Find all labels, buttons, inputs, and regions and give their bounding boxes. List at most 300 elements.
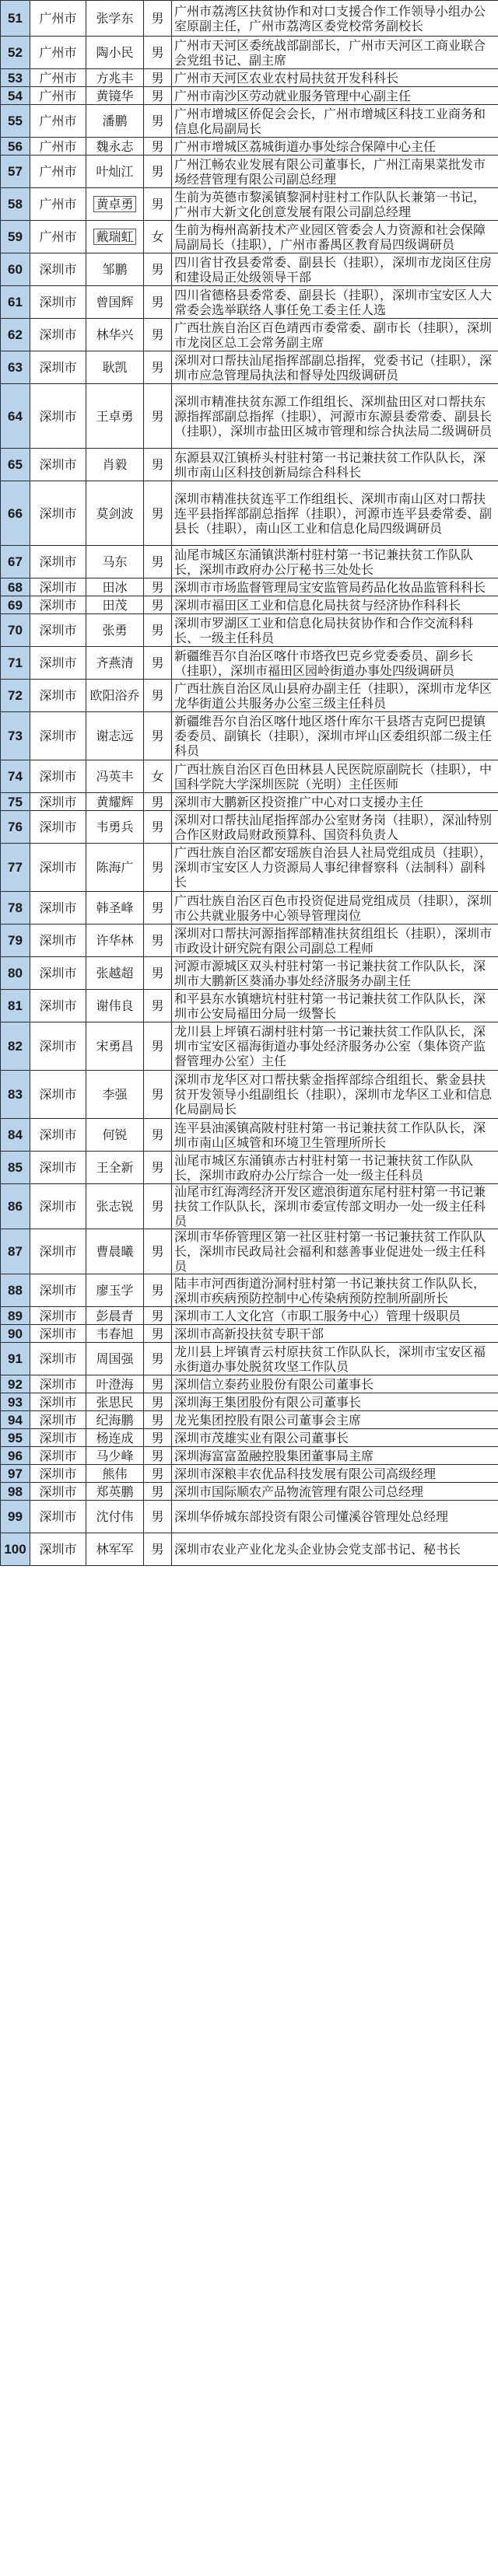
- row-number: [1, 253, 30, 286]
- position-cell: [172, 87, 498, 105]
- position-cell: [172, 319, 498, 351]
- row-number-text: 72: [8, 688, 23, 703]
- city-cell: [30, 221, 86, 253]
- table-row: [1, 892, 498, 924]
- position-cell-text: 深圳对口帮扶汕尾指挥部办公室财务岗（挂职），深汕特别合作区财政局财政预算科、国资科负责人: [174, 812, 493, 842]
- table-row: [1, 1307, 498, 1325]
- city-cell: [30, 188, 86, 221]
- name-cell-text: 沈付伟: [96, 1509, 134, 1524]
- position-cell-text: 广西壮族自治区都安瑶族自治县人社局党组成员（挂职），深圳市宝安区人力资源局人事纪律督察科（法制科）副科长: [174, 845, 493, 890]
- position-cell: [172, 1307, 498, 1325]
- name-cell-text: 耿凯: [102, 360, 128, 375]
- city-cell-text: 深圳市: [39, 1394, 77, 1410]
- row-number: [1, 924, 30, 957]
- row-number: [1, 1119, 30, 1152]
- city-cell: [30, 1447, 86, 1465]
- city-cell: [30, 811, 86, 844]
- name-cell: [86, 546, 144, 578]
- name-cell-text: 方兆丰: [96, 70, 134, 86]
- row-number-text: 95: [8, 1430, 23, 1445]
- table-row: [1, 69, 498, 87]
- gender-cell: [144, 546, 172, 578]
- name-cell: [86, 286, 144, 319]
- row-number-text: 99: [8, 1509, 23, 1524]
- position-cell: [172, 892, 498, 924]
- name-cell-text: 谢伟良: [96, 998, 134, 1013]
- position-cell: [172, 760, 498, 793]
- table-row: [1, 286, 498, 319]
- gender-cell-text: 男: [151, 579, 164, 595]
- city-cell: [30, 844, 86, 892]
- table-row: [1, 990, 498, 1022]
- city-cell: [30, 1022, 86, 1071]
- name-cell-text: 叶澄海: [96, 1376, 134, 1392]
- city-cell-text: 深圳市: [39, 688, 77, 703]
- row-number-text: 74: [8, 769, 23, 784]
- position-cell: [172, 1411, 498, 1429]
- city-cell-text: 深圳市: [39, 1412, 77, 1428]
- row-number: [1, 892, 30, 924]
- city-cell: [30, 384, 86, 449]
- name-cell: [86, 105, 144, 138]
- gender-cell: [144, 87, 172, 105]
- city-cell: [30, 253, 86, 286]
- row-number: [1, 1274, 30, 1307]
- name-cell-text: 韦勇兵: [96, 820, 134, 834]
- table-row: [1, 578, 498, 596]
- gender-cell: [144, 1152, 172, 1184]
- name-cell: [86, 957, 144, 990]
- row-number: [1, 647, 30, 680]
- name-cell-text: 张越超: [96, 966, 134, 980]
- name-cell: [86, 384, 144, 449]
- row-number: [1, 990, 30, 1022]
- row-number: [1, 69, 30, 87]
- city-cell-text: 深圳市: [39, 579, 77, 595]
- row-number-text: 61: [8, 295, 23, 309]
- gender-cell-text: 男: [151, 1509, 164, 1524]
- gender-cell-text: 男: [151, 1430, 164, 1445]
- row-number-text: 87: [8, 1244, 23, 1259]
- gender-cell-text: 男: [151, 966, 164, 980]
- position-cell: [172, 105, 498, 138]
- position-cell-text: 生前为梅州高新技术产业园区管委会人力资源和社会保障局副局长（挂职），广州市番禺区教育局四级调研员: [174, 222, 486, 252]
- gender-cell-text: 男: [151, 1394, 164, 1410]
- gender-cell-text: 男: [151, 1448, 164, 1463]
- name-cell-text: 林军军: [96, 1542, 134, 1557]
- name-cell-text: 王卓勇: [96, 408, 134, 424]
- position-cell: [172, 481, 498, 546]
- gender-cell: [144, 1119, 172, 1152]
- row-number-text: 64: [8, 408, 23, 424]
- gender-cell: [144, 892, 172, 924]
- row-number-text: 88: [8, 1283, 23, 1298]
- table-row: [1, 351, 498, 384]
- row-number-text: 93: [8, 1394, 23, 1410]
- row-number: [1, 1533, 30, 1566]
- city-cell-text: 广州市: [39, 229, 77, 244]
- position-cell: [172, 1447, 498, 1465]
- table-row: [1, 1119, 498, 1152]
- name-cell: [86, 351, 144, 384]
- position-cell: [172, 596, 498, 614]
- gender-cell: [144, 578, 172, 596]
- gender-cell-text: 男: [151, 360, 164, 375]
- name-cell: [86, 156, 144, 188]
- name-cell: [86, 221, 144, 253]
- position-cell-text: 广州市天河区农业农村局扶贫开发科科长: [174, 70, 399, 86]
- position-cell-text: 和平县东水镇塘坑村驻村第一书记兼扶贫工作队队长，深圳市公安局福田分局一级警长: [174, 991, 486, 1021]
- position-cell-text: 深圳市市场监督管理局宝安监管局药品化妆品监管科科长: [174, 579, 486, 595]
- row-number: [1, 1022, 30, 1071]
- name-cell: [86, 1325, 144, 1343]
- gender-cell: [144, 1465, 172, 1483]
- city-cell-text: 深圳市: [39, 408, 77, 424]
- position-cell: [172, 1184, 498, 1229]
- table-row: [1, 253, 498, 286]
- position-cell-text: 深圳海王集团股份有限公司董事长: [174, 1394, 362, 1410]
- position-cell: [172, 1393, 498, 1411]
- gender-cell-text: 男: [151, 1199, 164, 1214]
- table-row: [1, 138, 498, 156]
- position-cell: [172, 351, 498, 384]
- position-cell: [172, 712, 498, 760]
- name-cell: [86, 87, 144, 105]
- row-number-text: 86: [8, 1199, 23, 1214]
- name-cell: [86, 319, 144, 351]
- gender-cell-text: 男: [151, 11, 164, 26]
- row-number-text: 75: [8, 794, 23, 809]
- city-cell-text: 深圳市: [39, 1466, 77, 1481]
- position-cell-text: 汕尾市红海湾经济开发区遮浪街道东尾村驻村第一书记兼扶贫工作队队长，深圳市委宣传部文明办一处一级主任科员: [174, 1184, 486, 1229]
- position-cell: [172, 253, 498, 286]
- position-cell-text: 深圳市龙华区对口帮扶紫金指挥部综合组组长、紫金县扶贫开发领导小组副组长（挂职），深圳市龙华区工业和信息化局副局长: [174, 1072, 493, 1117]
- position-cell: [172, 546, 498, 578]
- table-row: [1, 1071, 498, 1119]
- gender-cell-text: 男: [151, 70, 164, 86]
- row-number: [1, 1, 30, 37]
- gender-cell: [144, 844, 172, 892]
- name-cell-text: 许华林: [96, 933, 134, 948]
- city-cell: [30, 892, 86, 924]
- table-row: [1, 924, 498, 957]
- row-number: [1, 138, 30, 156]
- position-cell-text: 广西壮族自治区凤山县府办副主任（挂职），深圳市龙华区龙华街道公共服务办公室三级主任科员: [174, 680, 493, 711]
- gender-cell-text: 男: [151, 114, 164, 128]
- city-cell: [30, 546, 86, 578]
- row-number: [1, 37, 30, 69]
- row-number-text: 90: [8, 1326, 23, 1341]
- city-cell: [30, 957, 86, 990]
- row-number-text: 85: [8, 1160, 23, 1175]
- city-cell: [30, 1429, 86, 1447]
- gender-cell-text: 男: [151, 295, 164, 309]
- gender-cell: [144, 253, 172, 286]
- city-cell-text: 深圳市: [39, 966, 77, 980]
- name-cell: [86, 680, 144, 712]
- row-number: [1, 578, 30, 596]
- row-number-text: 80: [8, 966, 23, 980]
- city-cell-text: 深圳市: [39, 1376, 77, 1392]
- name-cell: [86, 924, 144, 957]
- gender-cell: [144, 188, 172, 221]
- row-number-text: 83: [8, 1087, 23, 1102]
- gender-cell-text: 男: [151, 1351, 164, 1366]
- gender-cell-text: 男: [151, 1326, 164, 1341]
- gender-cell: [144, 1483, 172, 1501]
- table-row: [1, 844, 498, 892]
- name-cell-text: 杨连成: [96, 1430, 134, 1445]
- position-cell-text: 深圳市农业产业化龙头企业协会党支部书记、秘书长: [174, 1542, 461, 1557]
- gender-cell-text: 女: [151, 229, 164, 244]
- name-cell: [86, 1483, 144, 1501]
- row-number: [1, 957, 30, 990]
- gender-cell: [144, 1343, 172, 1375]
- city-cell-text: 深圳市: [39, 860, 77, 875]
- name-cell-text: 田冰: [102, 579, 128, 595]
- row-number: [1, 811, 30, 844]
- position-cell: [172, 37, 498, 69]
- position-cell-text: 汕尾市城区东涌镇赤古村驻村第一书记兼扶贫工作队队长，深圳市政府办公厅综合一处一级主任科员: [174, 1152, 474, 1183]
- name-cell-text: 马东: [102, 554, 128, 569]
- position-cell-text: 广州市天河区委统战部副部长，广州市天河区工商业联合会党组书记、副主席: [174, 37, 486, 68]
- name-cell-text: 谢志远: [96, 729, 134, 743]
- name-cell-text: 王全新: [96, 1160, 134, 1175]
- gender-cell-text: 男: [151, 45, 164, 60]
- city-cell-text: 深圳市: [39, 1430, 77, 1445]
- city-cell: [30, 319, 86, 351]
- position-cell-text: 深圳市国际顺农产品物流管理有限公司总经理: [174, 1484, 424, 1499]
- position-cell: [172, 1229, 498, 1274]
- name-cell-text: 张志锐: [96, 1199, 134, 1214]
- gender-cell-text: 男: [151, 1039, 164, 1054]
- name-cell: [86, 1229, 144, 1274]
- name-cell: [86, 596, 144, 614]
- city-cell-text: 深圳市: [39, 1039, 77, 1054]
- gender-cell: [144, 69, 172, 87]
- position-cell-text: 深圳市精准扶贫连平工作组组长、深圳市南山区对口帮扶连平县指挥部副总指挥（挂职），河源市连平县委常委、副县长（挂职），南山区工业和信息化局四级调研员: [174, 491, 493, 536]
- table-row: [1, 1411, 498, 1429]
- gender-cell: [144, 957, 172, 990]
- city-cell: [30, 1501, 86, 1533]
- table-row: [1, 87, 498, 105]
- row-number-text: 71: [8, 655, 23, 670]
- name-cell: [86, 138, 144, 156]
- name-cell: [86, 1501, 144, 1533]
- gender-cell-text: 男: [151, 900, 164, 915]
- gender-cell-text: 男: [151, 505, 164, 521]
- gender-cell: [144, 319, 172, 351]
- name-cell-text: 林华兴: [96, 327, 134, 342]
- row-number-text: 76: [8, 820, 23, 834]
- table-row: [1, 1184, 498, 1229]
- gender-cell: [144, 614, 172, 647]
- gender-cell: [144, 37, 172, 69]
- row-number: [1, 1429, 30, 1447]
- row-number-text: 54: [8, 88, 23, 103]
- city-cell: [30, 138, 86, 156]
- name-cell: [86, 1022, 144, 1071]
- table-row: [1, 712, 498, 760]
- row-number-text: 66: [8, 505, 23, 521]
- gender-cell: [144, 1022, 172, 1071]
- city-cell: [30, 1533, 86, 1566]
- city-cell: [30, 990, 86, 1022]
- name-cell-text: 欧阳浴乔: [89, 688, 140, 703]
- gender-cell: [144, 105, 172, 138]
- gender-cell-text: 男: [151, 933, 164, 948]
- row-number: [1, 188, 30, 221]
- gender-cell: [144, 221, 172, 253]
- row-number-text: 98: [8, 1484, 23, 1499]
- position-cell: [172, 1343, 498, 1375]
- row-number: [1, 844, 30, 892]
- row-number-text: 94: [8, 1412, 23, 1428]
- position-cell-text: 广州市增城区荔城街道办事处综合保障中心主任: [174, 138, 437, 154]
- city-cell-text: 深圳市: [39, 1127, 77, 1142]
- name-cell-text: 莫剑波: [96, 505, 134, 521]
- gender-cell-text: 男: [151, 138, 164, 154]
- row-number-text: 69: [8, 597, 23, 613]
- table-row: [1, 156, 498, 188]
- name-cell: [86, 578, 144, 596]
- name-cell-text: 冯英丰: [96, 769, 134, 784]
- name-cell-text: 曹晨曦: [96, 1244, 134, 1259]
- row-number-text: 68: [8, 579, 23, 595]
- table-row: [1, 957, 498, 990]
- name-cell: [86, 253, 144, 286]
- table-row: [1, 1447, 498, 1465]
- gender-cell: [144, 680, 172, 712]
- name-cell-text: 彭晨青: [96, 1308, 134, 1323]
- table-row: [1, 1229, 498, 1274]
- position-cell: [172, 1274, 498, 1307]
- city-cell-text: 深圳市: [39, 794, 77, 809]
- row-number-text: 78: [8, 900, 23, 915]
- table-row: [1, 1, 498, 37]
- row-number: [1, 712, 30, 760]
- position-cell: [172, 578, 498, 596]
- position-cell: [172, 138, 498, 156]
- row-number-text: 56: [8, 138, 23, 154]
- row-number-text: 53: [8, 70, 23, 86]
- gender-cell-text: 男: [151, 1244, 164, 1259]
- position-cell-text: 深圳海富富盈融控股集团董事局主席: [174, 1448, 374, 1463]
- gender-cell-text: 男: [151, 164, 164, 179]
- position-cell: [172, 924, 498, 957]
- gender-cell: [144, 1229, 172, 1274]
- name-cell-text: 潘鹏: [102, 114, 128, 128]
- table-row: [1, 481, 498, 546]
- city-cell-text: 深圳市: [39, 1484, 77, 1499]
- row-number-text: 97: [8, 1466, 23, 1481]
- city-cell: [30, 1393, 86, 1411]
- city-cell-text: 广州市: [39, 45, 77, 60]
- position-cell: [172, 957, 498, 990]
- name-cell-text: 郑英鹏: [96, 1484, 134, 1499]
- position-cell-text: 深圳市华侨管理区第一社区驻村第一书记兼扶贫工作队队长，深圳市民政局社会福利和慈善事业促进处一级主任科员: [174, 1229, 486, 1274]
- name-cell-text: 陈海广: [96, 860, 134, 875]
- table-row: [1, 1501, 498, 1533]
- gender-cell-text: 男: [151, 1127, 164, 1142]
- city-cell: [30, 105, 86, 138]
- city-cell: [30, 578, 86, 596]
- row-number-text: 82: [8, 1039, 23, 1054]
- table-row: [1, 1375, 498, 1393]
- row-number-text: 58: [8, 197, 23, 211]
- gender-cell-text: 男: [151, 623, 164, 638]
- position-cell-text: 深圳信立泰药业股份有限公司董事长: [174, 1376, 374, 1392]
- gender-cell: [144, 924, 172, 957]
- gender-cell: [144, 1184, 172, 1229]
- row-number-text: 67: [8, 554, 23, 569]
- table-row: [1, 1429, 498, 1447]
- city-cell: [30, 69, 86, 87]
- position-cell: [172, 1375, 498, 1393]
- gender-cell-text: 男: [151, 1484, 164, 1499]
- gender-cell-text: 男: [151, 197, 164, 211]
- gender-cell: [144, 1393, 172, 1411]
- name-cell: [86, 1343, 144, 1375]
- name-cell: [86, 1393, 144, 1411]
- name-cell: [86, 1465, 144, 1483]
- name-cell-text: 叶灿江: [96, 164, 134, 179]
- position-cell-text: 广州市南沙区劳动就业服务管理中心副主任: [174, 88, 412, 103]
- name-cell-text: 陶小民: [96, 45, 134, 60]
- table-row: [1, 319, 498, 351]
- city-cell-text: 深圳市: [39, 1542, 77, 1557]
- gender-cell-text: 女: [151, 769, 164, 784]
- row-number-text: 59: [8, 229, 23, 244]
- row-number: [1, 1501, 30, 1533]
- city-cell-text: 深圳市: [39, 360, 77, 375]
- name-cell-text: 戴瑞虹: [93, 229, 135, 245]
- gender-cell: [144, 1429, 172, 1447]
- row-number: [1, 87, 30, 105]
- name-cell: [86, 1533, 144, 1566]
- name-cell: [86, 892, 144, 924]
- city-cell: [30, 1307, 86, 1325]
- position-cell-text: 连平县油溪镇高陂村驻村第一书记兼扶贫工作队队长，深圳市南山区城管和环境卫生管理所所长: [174, 1120, 486, 1150]
- row-number: [1, 1184, 30, 1229]
- row-number: [1, 449, 30, 481]
- city-cell-text: 深圳市: [39, 457, 77, 472]
- table-body: [1, 1, 498, 1566]
- gender-cell-text: 男: [151, 1283, 164, 1298]
- gender-cell: [144, 1533, 172, 1566]
- row-number-text: 81: [8, 998, 23, 1013]
- position-cell-text: 深圳对口帮扶河源指挥部精准扶贫组组长（挂职），深圳市市政设计研究院有限公司副总工程师: [174, 925, 493, 956]
- city-cell-text: 深圳市: [39, 597, 77, 613]
- city-cell: [30, 1325, 86, 1343]
- city-cell: [30, 614, 86, 647]
- position-cell-text: 深圳市茂雄实业有限公司董事长: [174, 1430, 349, 1445]
- table-row: [1, 37, 498, 69]
- gender-cell: [144, 351, 172, 384]
- city-cell-text: 广州市: [39, 70, 77, 86]
- position-cell: [172, 1152, 498, 1184]
- position-cell-text: 深圳市精准扶贫东源工作组组长、深圳盐田区对口帮扶东源指挥部副总指挥（挂职），河源市东源县委常委、副县长（挂职），深圳市盐田区城市管理和综合执法局二级调研员: [174, 393, 493, 439]
- table-row: [1, 188, 498, 221]
- gender-cell-text: 男: [151, 860, 164, 875]
- city-cell-text: 深圳市: [39, 327, 77, 342]
- gender-cell: [144, 384, 172, 449]
- gender-cell: [144, 760, 172, 793]
- position-cell-text: 深圳市工人文化宫（市职工服务中心）管理十级职员: [174, 1308, 461, 1323]
- row-number-text: 70: [8, 623, 23, 638]
- city-cell-text: 广州市: [39, 11, 77, 26]
- gender-cell: [144, 1447, 172, 1465]
